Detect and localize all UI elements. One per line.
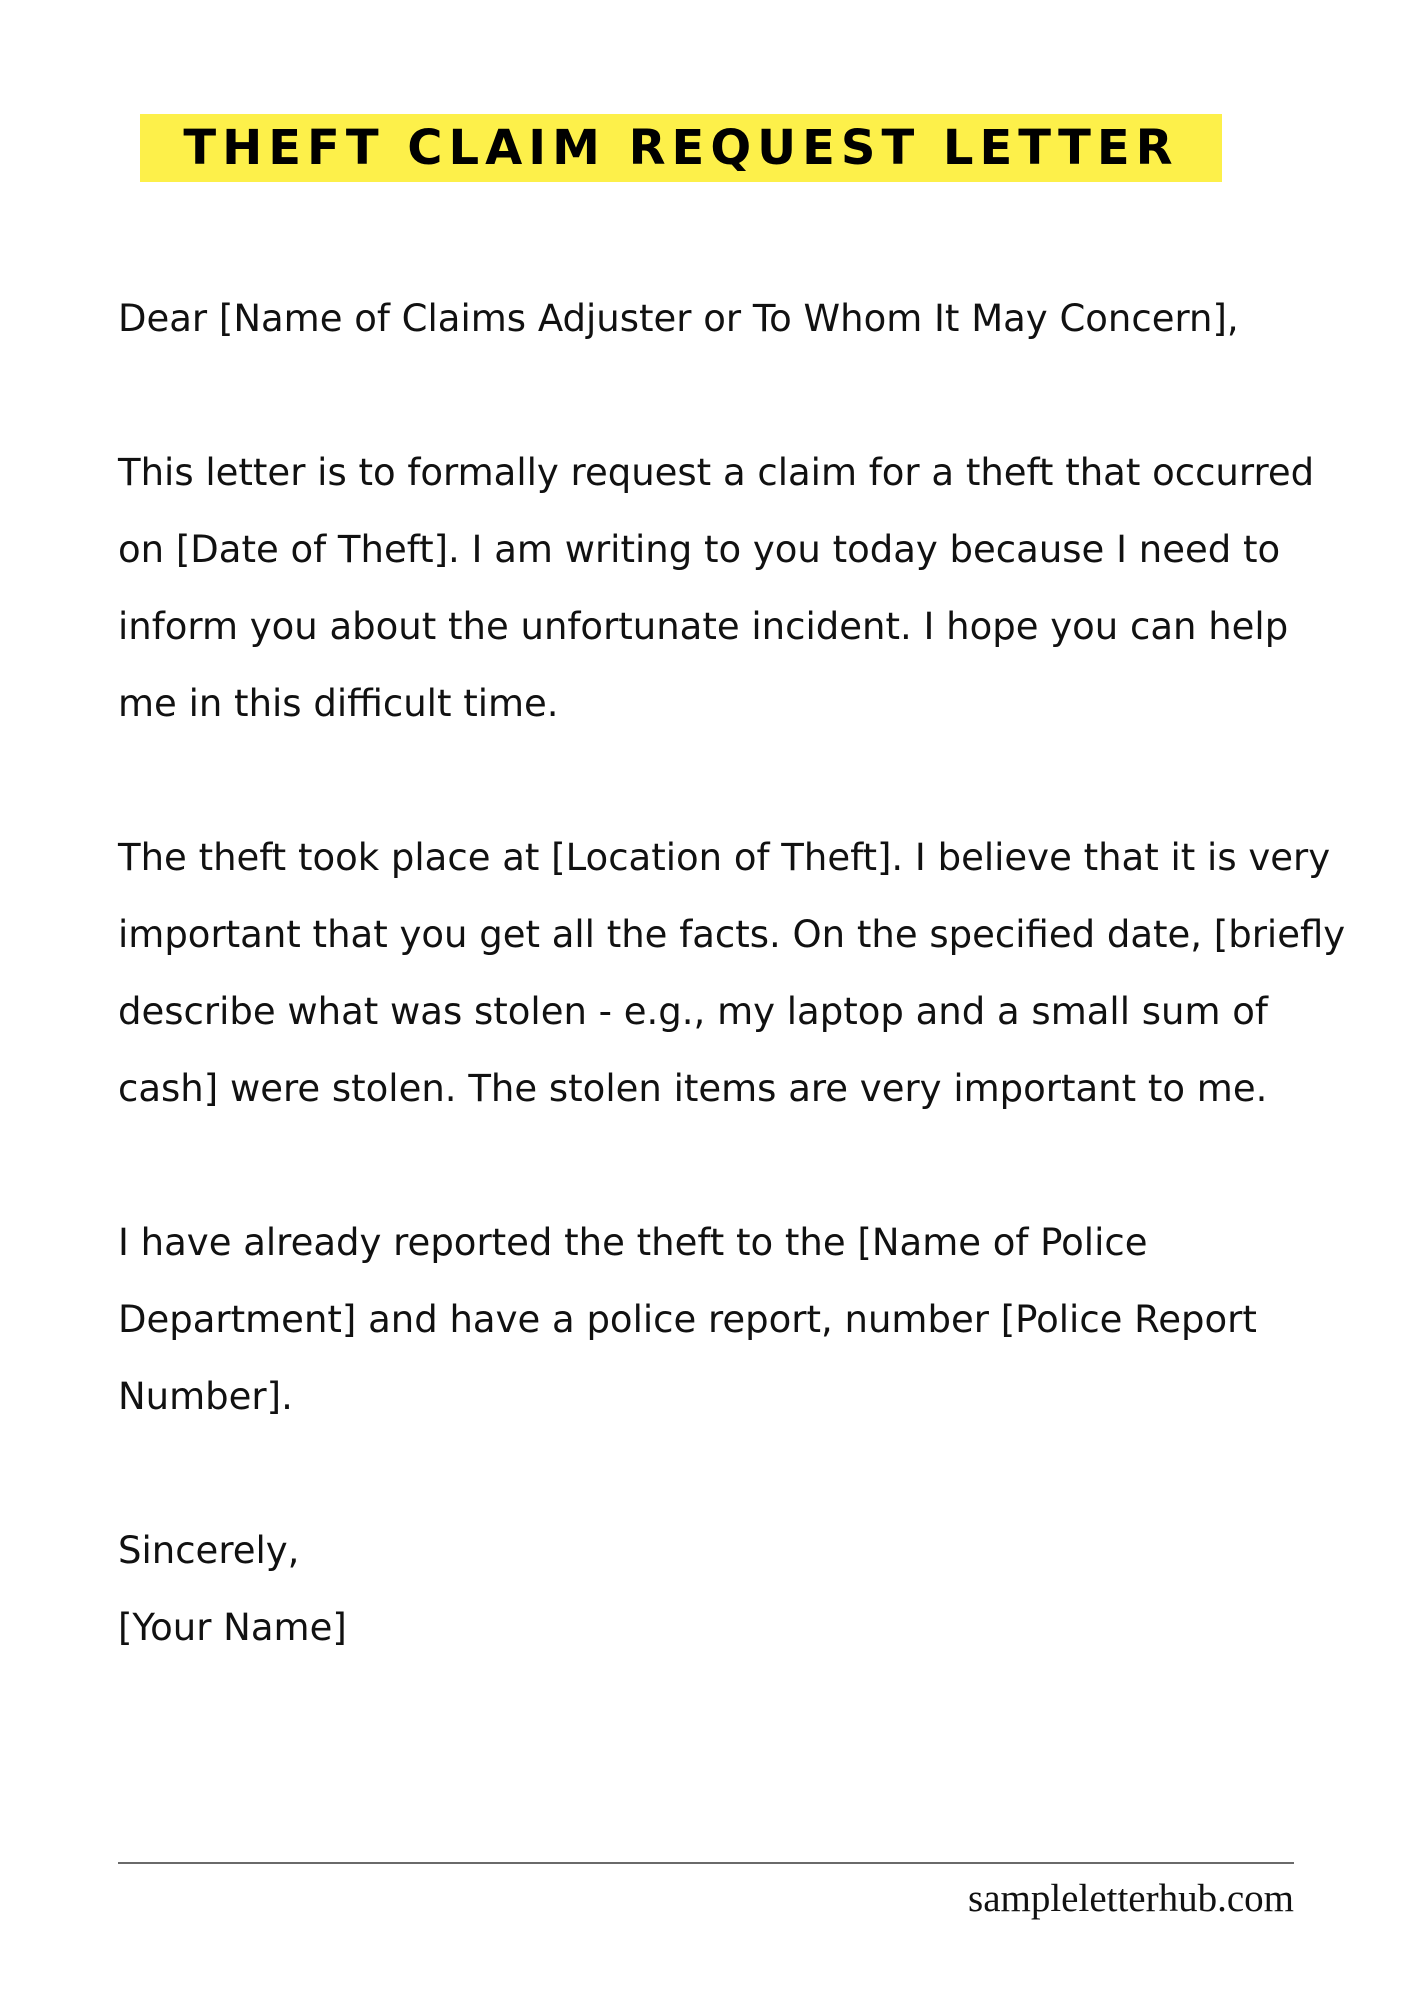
closing: Sincerely, (118, 1529, 300, 1572)
paragraph-1: This letter is to formally request a claim for a theft that occurred on [Date of Theft]. I am writing to you today because I need to inform you about the unfortunate incident. I hope you can help me in this difficult time. (118, 451, 1315, 725)
paragraph-2: The theft took place at [Location of Theft]. I believe that it is very important that you get all the facts. On the specified date, [briefly describe what was stolen - e.g., my laptop and a small sum of cash] were stolen. The stolen items are very important to me. (118, 836, 1346, 1110)
paragraph-3: I have already reported the theft to the [Name of Police Department] and have a police report, number [Police Report Number]. (118, 1221, 1257, 1418)
footer-site: sampleletterhub.com (968, 1877, 1294, 1920)
salutation: Dear [Name of Claims Adjuster or To Whom It May Concern], (118, 297, 1239, 340)
footer-divider (118, 1862, 1294, 1864)
letter-body (118, 280, 1358, 1666)
letter-title (140, 114, 1222, 182)
signature: [Your Name] (118, 1606, 347, 1649)
title-text: THEFT CLAIM REQUEST LETTER (183, 120, 1179, 176)
